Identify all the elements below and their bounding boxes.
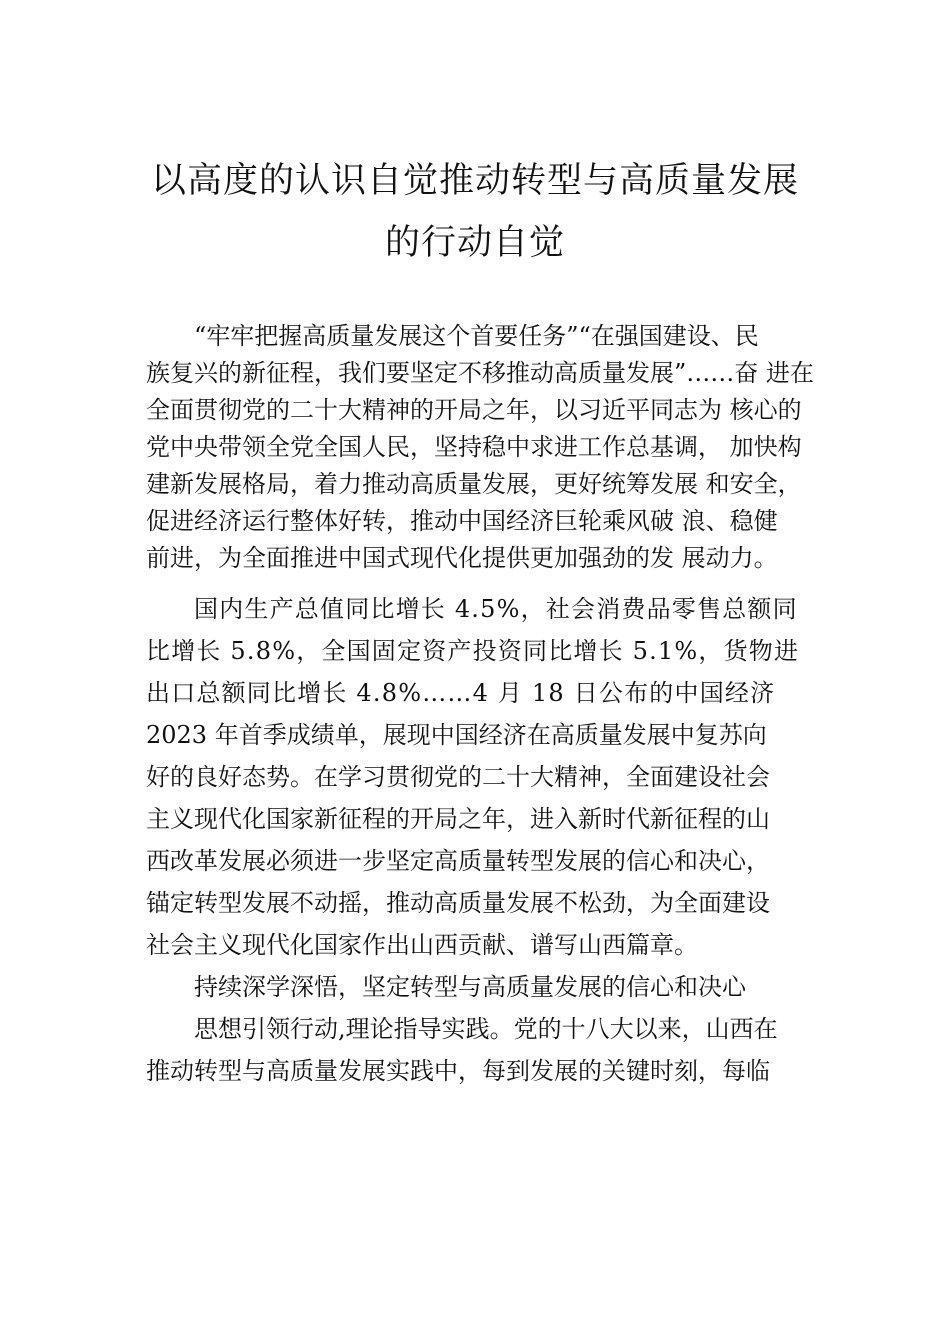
paragraph-3-line-2: 推动转型与高质量发展实践中，每到发展的关键时刻，每临 (146, 1057, 770, 1085)
paragraph-3-line-1: 思想引领行动,理论指导实践。党的十八大以来，山西在 (194, 1015, 778, 1043)
paragraph-1-line-3: 全面贯彻党的二十大精神的开局之年，以习近平同志为 核心的 (146, 396, 802, 424)
paragraph-2-line-4: 2023 年首季成绩单，展现中国经济在高质量发展中复苏向 (146, 721, 767, 749)
paragraph-2-line-9: 社会主义现代化国家作出山西贡献、谱写山西篇章。 (146, 931, 698, 959)
paragraph-2-line-1: 国内生产总值同比增长 4.5%，社会消费品零售总额同 (194, 595, 798, 623)
document-title-line-1: 以高度的认识自觉推动转型与高质量发展 (150, 161, 799, 201)
paragraph-2-line-5: 好的良好态势。在学习贯彻党的二十大精神，全面建设社会 (146, 763, 770, 791)
document-title-line-2: 的行动自觉 (384, 223, 565, 263)
paragraph-1-line-5: 建新发展格局，着力推动高质量发展，更好统筹发展 和安全， (146, 470, 802, 498)
paragraph-1-line-6: 促进经济运行整体好转，推动中国经济巨轮乘风破 浪、稳健 (146, 507, 778, 535)
paragraph-1-line-7: 前进，为全面推进中国式现代化提供更加强劲的发 展动力。 (146, 544, 778, 572)
paragraph-1-line-1: “牢牢把握高质量发展这个首要任务”“在强国建设、民 (194, 322, 759, 350)
paragraph-2-line-3: 出口总额同比增长 4.8%……4 月 18 日公布的中国经济 (146, 679, 776, 707)
section-heading: 持续深学深悟，坚定转型与高质量发展的信心和决心 (194, 973, 746, 1001)
paragraph-1-line-4: 党中央带领全党全国人民，坚持稳中求进工作总基调， 加快构 (146, 433, 802, 461)
paragraph-2-line-2: 比增长 5.8%，全国固定资产投资同比增长 5.1%，货物进 (146, 637, 800, 665)
paragraph-2-line-7: 西改革发展必须进一步坚定高质量转型发展的信心和决心， (146, 847, 770, 875)
paragraph-2-line-8: 锚定转型发展不动摇，推动高质量发展不松劲，为全面建设 (146, 889, 770, 917)
paragraph-1-line-2: 族复兴的新征程，我们要坚定不移推动高质量发展”……奋 进在 (146, 359, 814, 387)
paragraph-2-line-6: 主义现代化国家新征程的开局之年，进入新时代新征程的山 (146, 805, 770, 833)
